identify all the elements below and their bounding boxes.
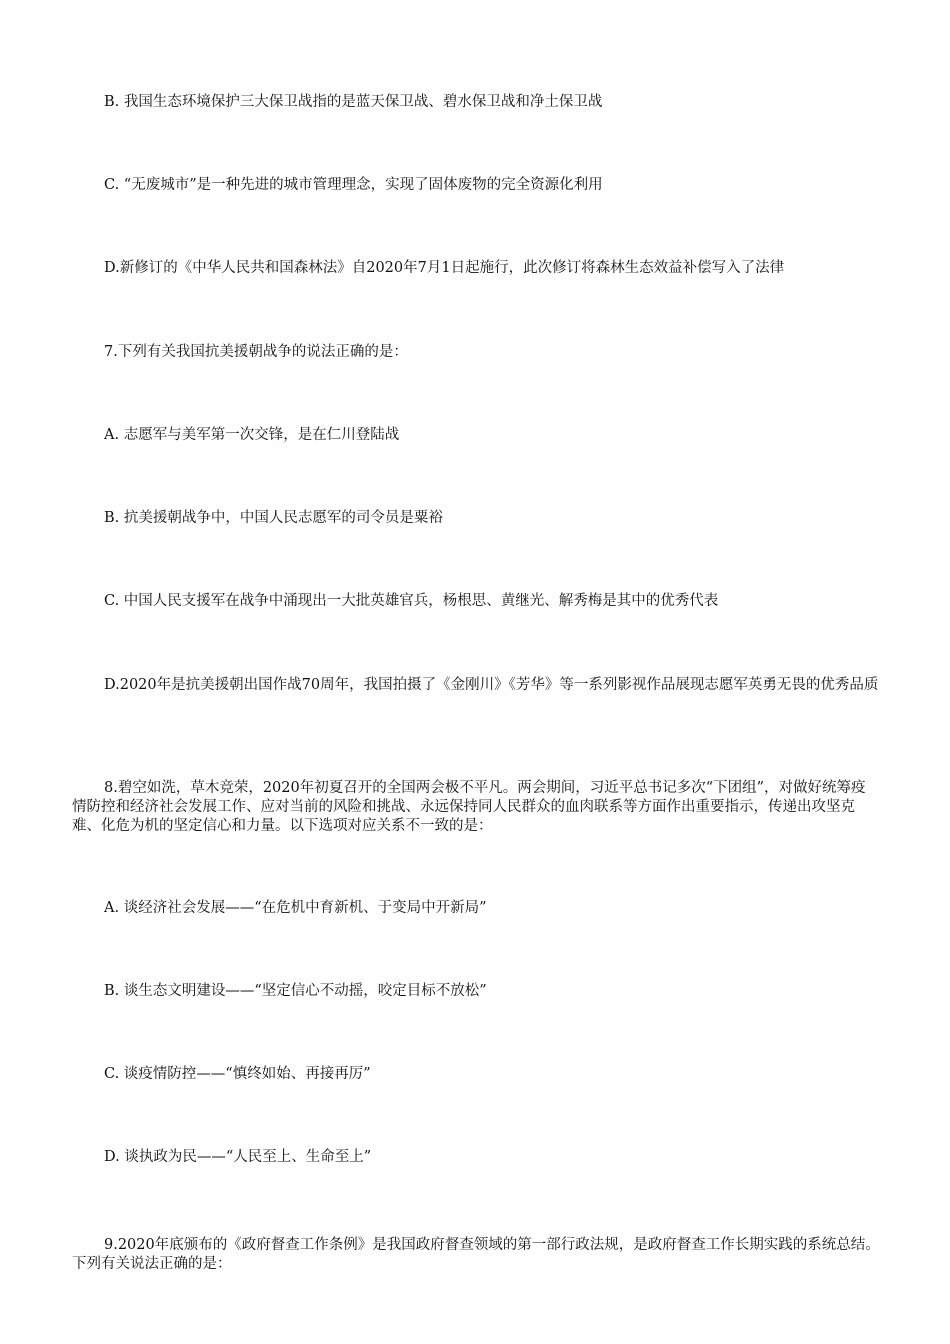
- q7-option-d: D.2020年是抗美援朝出国作战70周年，我国拍摄了《金刚川》《芳华》等一系列影视作品展现志愿军英勇无畏的优秀品质: [104, 676, 879, 693]
- q8-option-c: C. 谈疫情防控——“慎终如始、再接再厉”: [104, 1065, 371, 1082]
- q7-option-a: A. 志愿军与美军第一次交锋，是在仁川登陆战: [104, 426, 400, 443]
- q8-option-a: A. 谈经济社会发展——“在危机中育新机、于变局中开新局”: [104, 899, 487, 916]
- q7-stem: 7.下列有关我国抗美援朝战争的说法正确的是：: [104, 343, 408, 360]
- q6-option-b: B. 我国生态环境保护三大保卫战指的是蓝天保卫战、碧水保卫战和净土保卫战: [104, 93, 603, 110]
- q6-option-c: C. “无废城市”是一种先进的城市管理理念，实现了固体废物的完全资源化利用: [104, 176, 603, 193]
- q8-option-d: D. 谈执政为民——“人民至上、生命至上”: [104, 1148, 372, 1165]
- q7-option-b: B. 抗美援朝战争中，中国人民志愿军的司令员是粟裕: [104, 509, 443, 526]
- q8-option-b: B. 谈生态文明建设——“坚定信心不动摇，咬定目标不放松”: [104, 982, 487, 999]
- q7-option-c: C. 中国人民支援军在战争中涌现出一大批英雄官兵，杨根思、黄继光、解秀梅是其中的优秀代表: [104, 592, 719, 609]
- q8-stem: 8.碧空如洗，草木竞荣，2020年初夏召开的全国两会极不平凡。两会期间，习近平总书记多次“下团组”，对做好统筹疫情防控和经济社会发展工作、应对当前的风险和挑战、永远保持同人民群众的血肉联系等方面作出重要指示，传递出攻坚克难、化危为机的坚定信心和力量。以下选项对应关系不一致的是：: [72, 779, 866, 834]
- q9-stem: 9.2020年底颁布的《政府督查工作条例》是我国政府督查领域的第一部行政法规，是政府督查工作长期实践的系统总结。下列有关说法正确的是：: [72, 1236, 880, 1272]
- q6-option-d: D.新修订的《中华人民共和国森林法》自2020年7月1日起施行，此次修订将森林生态效益补偿写入了法律: [104, 259, 785, 276]
